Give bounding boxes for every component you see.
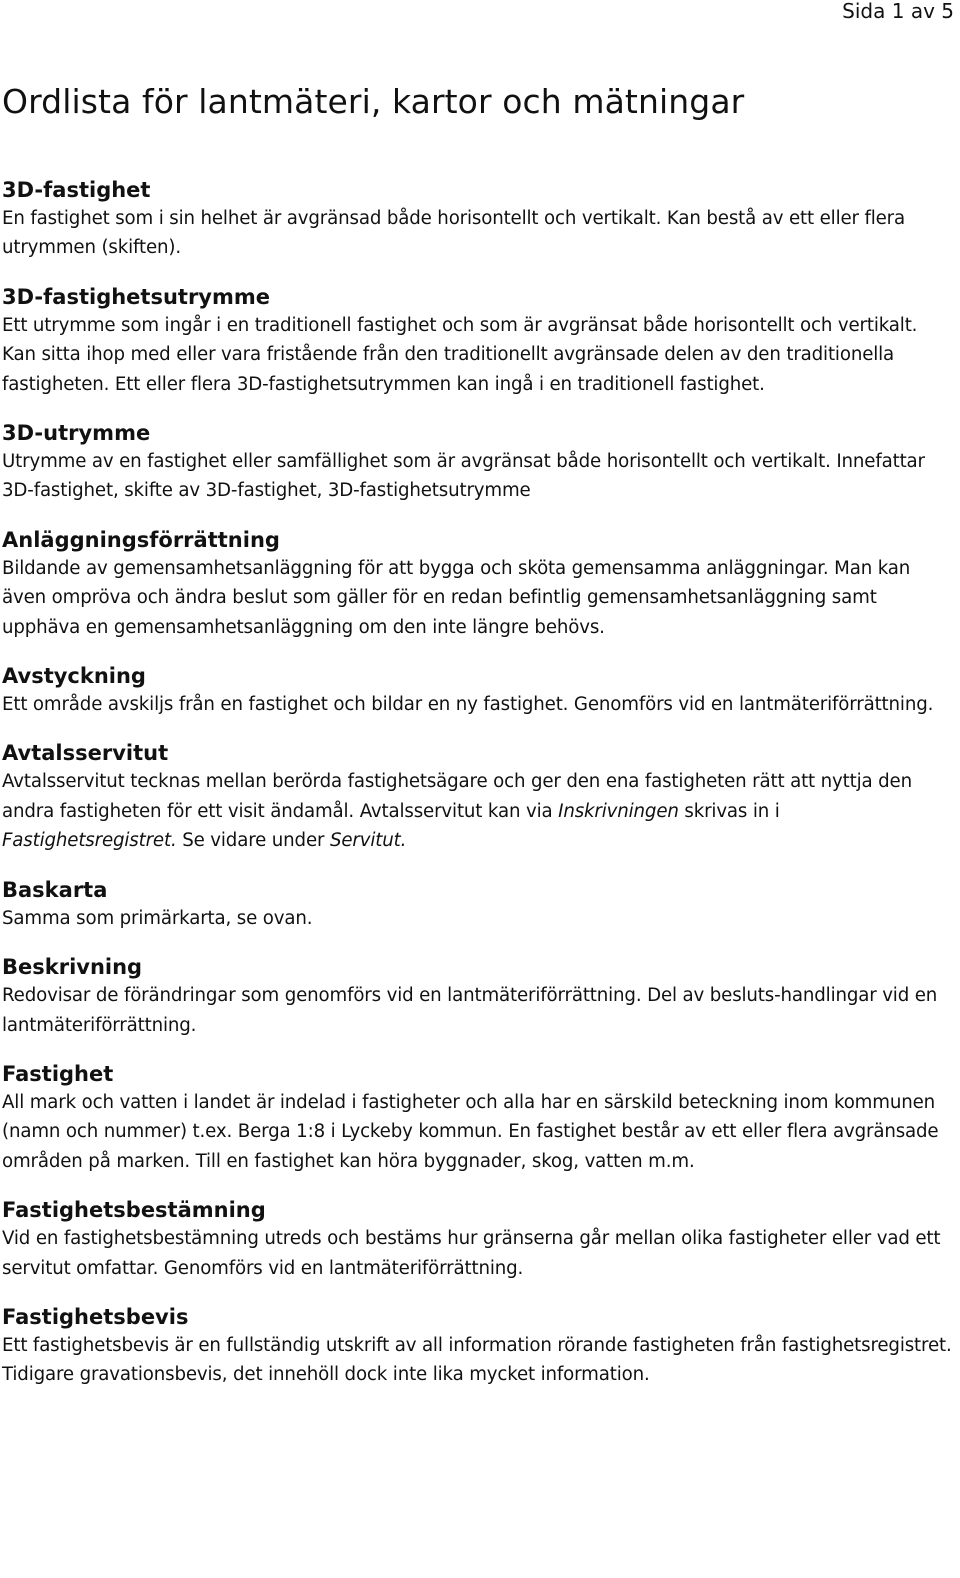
glossary-entry-fastighetsbestamning [2, 1196, 952, 1283]
glossary-entry-fastighetsbevis [2, 1303, 952, 1390]
glossary-definition: Utrymme av en fastighet eller samfällighet som är avgränsat både horisontellt och vertikalt. Innefattar 3D-fastighet, skifte av 3D-fastighet, 3D-fastighetsutrymme [2, 451, 925, 502]
glossary-definition: En fastighet som i sin helhet är avgränsad både horisontellt och vertikalt. Kan bestå av ett eller flera utrymmen (skiften). [2, 208, 905, 259]
glossary-definition: Ett utrymme som ingår i en traditionell fastighet och som är avgränsat både horisontellt och vertikalt. Kan sitta ihop med eller vara fristående från den traditionellt avgränsade delen av den traditionella fastigheten. Ett eller flera 3D-fastighetsutrymmen kan ingå i en traditionell fastighet. [2, 314, 918, 395]
glossary-term: 3D-fastighetsutrymme [2, 284, 270, 309]
definition-text: Avtalsservitut tecknas mellan berörda fastighetsägare och ger den ena fastigheten rätt att nyttja den andra fastigheten för ett visit ändamål. Avtalsservitut kan via [2, 771, 912, 822]
glossary-definition: Ett fastighetsbevis är en fullständig utskrift av all information rörande fastigheten från fastighetsregistret. Tidigare gravationsbevis, det innehöll dock inte lika mycket information. [2, 1334, 952, 1386]
glossary-entry-3d-fastighet [2, 176, 952, 263]
glossary-entry-fastighet [2, 1060, 952, 1176]
glossary-term: Avstyckning [2, 664, 146, 689]
glossary-definition: Bildande av gemensamhetsanläggning för att bygga och sköta gemensamma anläggningar. Man kan även ompröva och ändra beslut som gäller för en redan befintlig gemensamhetsanläggning samt upphäva en gemensamhetsanläggning om den inte längre behövs. [2, 557, 911, 638]
definition-reference-inskrivningen: Inskrivningen [558, 800, 679, 822]
definition-reference-fastighetsregistret: Fastighetsregistret. [2, 830, 177, 852]
glossary-term: Avtalsservitut [2, 741, 169, 766]
page-number: Sida 1 av 5 [842, 0, 954, 23]
glossary-entry-anlaggningsforrattning [2, 526, 952, 642]
page-title: Ordlista för lantmäteri, kartor och mätningar [2, 82, 745, 121]
glossary-term: Fastighet [2, 1061, 114, 1086]
glossary-definition: Samma som primärkarta, se ovan. [2, 907, 313, 929]
glossary-term: 3D-fastighet [2, 178, 151, 202]
glossary-definition [2, 767, 952, 855]
glossary-entry-3d-utrymme [2, 419, 952, 506]
definition-text: skrivas in i [678, 800, 780, 822]
glossary-definition: Ett område avskiljs från en fastighet och bildar en ny fastighet. Genomförs vid en lantmäteriförrättning. [2, 694, 934, 716]
glossary-term: Baskarta [2, 877, 108, 902]
glossary-entry-beskrivning [2, 953, 952, 1040]
definition-reference-servitut: Servitut. [329, 830, 407, 852]
glossary-term: 3D-utrymme [2, 421, 151, 446]
definition-text: Se vidare under [176, 830, 330, 852]
glossary-definition: All mark och vatten i landet är indelad i fastigheter och alla har en särskild beteckning inom kommunen (namn och nummer) t.ex. Berga 1:8 i Lyckeby kommun. En fastighet består av ett eller flera avgränsade områden på marken. Till en fastighet kan höra byggnader, skog, vatten m.m. [2, 1091, 939, 1172]
glossary-term: Fastighetsbestämning [2, 1198, 266, 1223]
glossary-entry-3d-fastighetsutrymme [2, 283, 952, 399]
glossary-entry-baskarta [2, 876, 952, 933]
glossary-term: Beskrivning [2, 955, 143, 980]
glossary-definition: Vid en fastighetsbestämning utreds och bestäms hur gränserna går mellan olika fastigheter eller vad ett servitut omfattar. Genomförs vid en lantmäteriförrättning. [2, 1228, 941, 1279]
glossary-list [2, 176, 952, 1410]
glossary-entry-avstyckning [2, 662, 952, 719]
glossary-definition: Redovisar de förändringar som genomförs vid en lantmäteriförrättning. Del av besluts-handlingar vid en lantmäteriförrättning. [2, 985, 938, 1036]
glossary-term: Fastighetsbevis [2, 1304, 189, 1329]
glossary-term: Anläggningsförrättning [2, 527, 280, 552]
glossary-entry-avtalsservitut [2, 739, 952, 855]
